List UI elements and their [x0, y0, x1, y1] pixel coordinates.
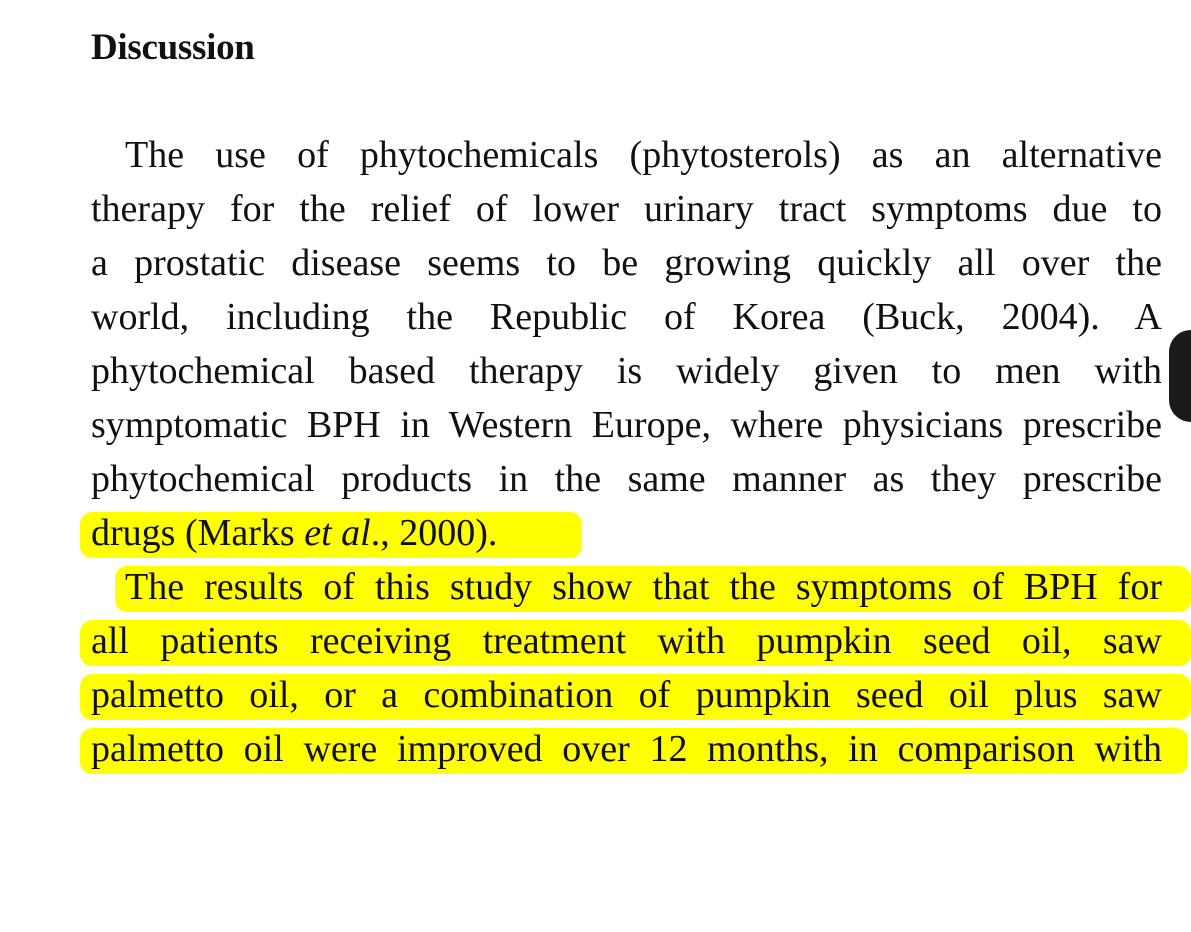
citation-prefix: drugs (Marks: [91, 512, 305, 554]
citation-et-al: et al: [304, 512, 371, 554]
paragraph-1-line-4: world, including the Republic of Korea (Buck, 2004). A: [91, 296, 1162, 338]
paragraph-1-line-2: therapy for the relief of lower urinary tract symptoms due to: [91, 188, 1162, 230]
paragraph-1-line-1: The use of phytochemicals (phytosterols) as an alternative: [125, 134, 1162, 176]
paragraph-2-line-1: The results of this study show that the symptoms of BPH for: [125, 566, 1162, 608]
citation-suffix: ., 2000).: [370, 512, 498, 554]
paragraph-2-line-4: palmetto oil were improved over 12 months, in comparison with: [91, 728, 1162, 770]
paragraph-1-line-8: [91, 509, 1162, 557]
paragraph-1-line-6: symptomatic BPH in Western Europe, where physicians prescribe: [91, 404, 1162, 446]
paragraph-1-line-7: phytochemical products in the same manner as they prescribe: [91, 458, 1162, 500]
section-heading: Discussion: [91, 27, 255, 68]
paragraph-1-line-3: a prostatic disease seems to be growing quickly all over the: [91, 242, 1162, 284]
scroll-handle[interactable]: [1169, 330, 1191, 422]
paragraph-1-line-5: phytochemical based therapy is widely given to men with: [91, 350, 1162, 392]
paragraph-2-line-3: palmetto oil, or a combination of pumpkin seed oil plus saw: [91, 674, 1162, 716]
paragraph-2-line-2: all patients receiving treatment with pumpkin seed oil, saw: [91, 620, 1162, 662]
